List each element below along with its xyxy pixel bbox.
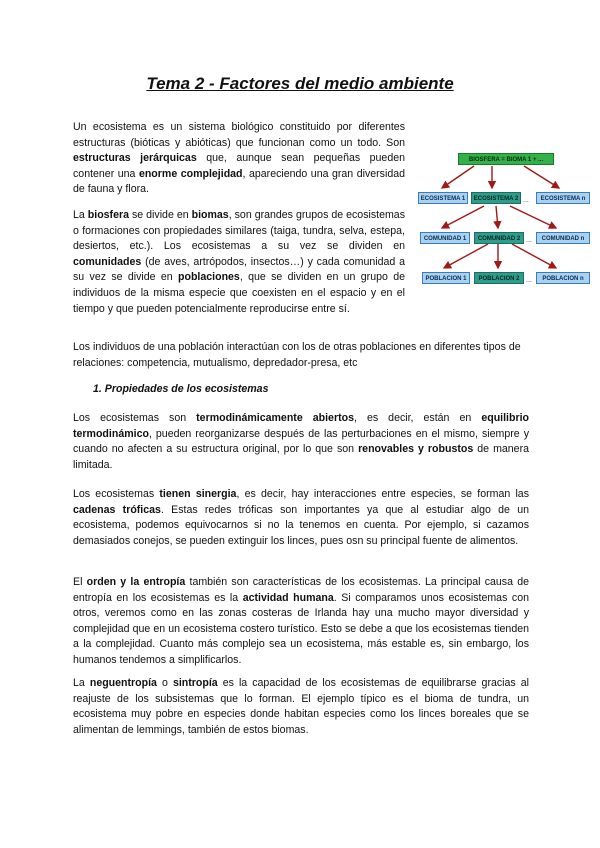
neg-bold-1: neguentropía	[89, 677, 157, 689]
node-ecosistema-2: ECOSISTEMA 2	[471, 192, 521, 204]
sinergia-text-1: Los ecosistemas	[73, 488, 160, 500]
orden-text-1: El	[73, 576, 87, 588]
biosfera-bold-2: biomas	[191, 209, 229, 221]
termo-bold-2: equilibrio termodinámico	[73, 412, 529, 440]
node-ecosistema-n: ECOSISTEMA n	[536, 192, 590, 204]
sinergia-bold-1: tienen sinergia	[159, 488, 237, 500]
biosfera-bold-1: biosfera	[87, 209, 129, 221]
biosfera-bold-4: poblaciones	[178, 271, 240, 284]
page-title: Tema 2 - Factores del medio ambiente	[146, 74, 454, 93]
arrow-eco2-comn	[510, 206, 556, 228]
neguentropia-paragraph	[73, 676, 529, 738]
termodinamica-paragraph	[73, 411, 529, 473]
ellipsis-comunidades: ...	[526, 237, 532, 244]
diagram-arrows	[414, 148, 594, 288]
node-comunidad-1: COMUNIDAD 1	[420, 232, 470, 244]
node-poblacion-2: POBLACION 2	[474, 272, 524, 284]
node-biosfera: BIOSFERA = BIOMA 1 + ...	[458, 153, 554, 165]
intro-text-3: , apareciendo una gran diversidad de fauna y flora.	[73, 167, 405, 196]
biosfera-text-2: se divide en	[129, 209, 192, 221]
node-ecosistema-1: ECOSISTEMA 1	[418, 192, 468, 204]
intro-text-2: que, aunque sean pequeñas pueden contener una	[73, 152, 405, 180]
sinergia-bold-2: cadenas tróficas	[73, 503, 161, 516]
section-heading-propiedades: 1. Propiedades de los ecosistemas	[93, 383, 269, 395]
ellipsis-ecosistemas: ...	[523, 197, 529, 204]
biosfera-text-3: , son grandes grupos de ecosistemas o formaciones con propiedades similares (taiga, tundra, selva, estepa, desiertos, etc.). Los ecosistemas a su vez se dividen en	[73, 209, 405, 253]
biosfera-bold-3: comunidades	[73, 255, 142, 268]
neg-text-3: es la capacidad de los ecosistemas de equilibrarse gracias al reajuste de los subsistemas que lo forman. El ejemplo típico es el bioma de tundra, un ecosistema muy pobre en especies donde habitan especies como los linces boreales que se alimentan de lemmings, también de estos biomas.	[73, 677, 530, 736]
neg-text-1: La	[73, 677, 90, 689]
arrow-eco2-com2	[496, 206, 498, 228]
termo-bold-3: renovables y robustos	[358, 443, 474, 456]
node-comunidad-2: COMUNIDAD 2	[474, 232, 524, 244]
biosfera-text-5: , que se dividen en un grupo de individuos de la misma especie que coexisten en el espacio y en el tiempo y que pueden potencialmente reproducirse entre sí.	[73, 271, 405, 315]
intro-bold-1: estructuras jerárquicas	[73, 152, 197, 165]
sinergia-text-2: , es decir, hay interacciones entre especies, se forman las	[236, 488, 529, 500]
termo-bold-1: termodinámicamente abiertos	[196, 412, 354, 424]
orden-paragraph	[73, 575, 529, 669]
termo-text-2: , es decir, están en	[353, 412, 482, 424]
sinergia-text-3: . Estas redes tróficas son importantes ya que al estudiar algo de un ecosistema, podemos equivocarnos si no la tenemos en cuenta. Por ejemplo, si cazamos demasiados conejos, se pueden extinguir los linces, pues osn su principal fuente de alimentos.	[73, 503, 529, 547]
orden-bold-1: orden y la entropía	[86, 576, 186, 588]
node-poblacion-n: POBLACION n	[536, 272, 590, 284]
orden-bold-2: actividad humana	[242, 591, 334, 604]
intro-bold-2: enorme complejidad	[138, 167, 243, 180]
relaciones-paragraph: Los individuos de una población interactúan con los de otras poblaciones en diferentes tipos de relaciones: competencia, mutualismo, depredador-presa, etc	[73, 341, 521, 369]
orden-text-3: . Si comparamos unos ecosistemas con otros, veremos como en las zonas costeras de Irlanda hay una mucho mayor diversidad y complejidad que en un ecosistema costero turístico. Esto se debe a que los ecosistemas tienden a la complejidad. Cuanto más complejo sea un ecosistema, más estable es, sin embargo, los humanos tendemos a simplificarlos.	[73, 591, 529, 666]
termo-text-1: Los ecosistemas son	[73, 412, 197, 424]
sinergia-paragraph	[73, 487, 529, 549]
neg-text-2: o	[156, 677, 173, 689]
termo-text-3: , pueden reorganizarse después de las perturbaciones en el mismo, siempre y cuando no afecten a su estructura original, por lo que son	[73, 427, 529, 456]
neg-bold-2: sintropía	[172, 677, 218, 689]
ellipsis-poblaciones: ...	[526, 277, 532, 284]
arrow-com2-pobn	[512, 244, 556, 268]
node-poblacion-1: POBLACION 1	[422, 272, 470, 284]
node-comunidad-n: COMUNIDAD n	[536, 232, 590, 244]
arrow-biosfera-eco1	[442, 166, 474, 188]
biosfera-paragraph	[73, 208, 405, 317]
arrow-com2-pob1	[444, 244, 488, 268]
arrow-eco2-com1	[442, 206, 484, 228]
termo-text-4: de manera limitada.	[73, 443, 529, 471]
biosfera-text-1: La	[73, 209, 88, 221]
biosfera-text-4: (de aves, artrópodos, insectos…) y cada comunidad a su vez se divide en	[73, 255, 405, 284]
hierarchy-diagram	[414, 148, 594, 288]
orden-text-2: también son características de los ecosistemas. La principal causa de entropía en los ecosistemas es la	[73, 576, 529, 604]
intro-paragraph	[73, 120, 405, 198]
arrow-biosfera-econ	[524, 166, 559, 188]
intro-text-1: Un ecosistema es un sistema biológico constituido por diferentes estructuras (bióticas y abióticas) que funcionan como un todo. Son	[73, 121, 405, 149]
